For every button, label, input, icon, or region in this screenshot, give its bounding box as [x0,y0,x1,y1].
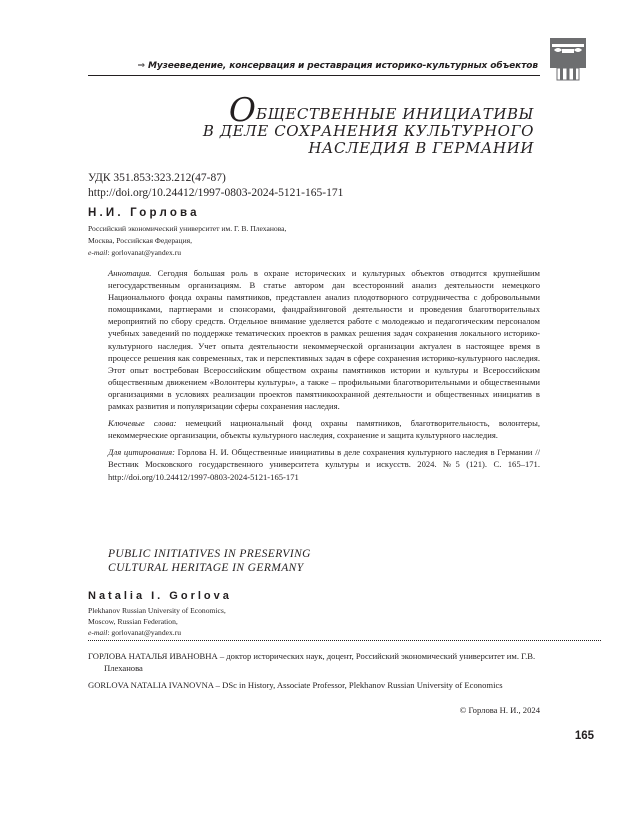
english-affiliation-line-2: Moscow, Russian Federation, [88,617,178,626]
title-dropcap: О [228,90,256,129]
english-affiliation-line-1: Plekhanov Russian University of Economics, [88,606,226,615]
english-author-name: Natalia I. Gorlova [88,590,232,602]
english-author-email [88,628,181,637]
keywords-text: немецкий национальный фонд охраны памятников, благотворительность, волонтеры, некоммерческие организации, объекты культурного наследия, сохранение и защита культурного наследия. [108,418,540,441]
author-bio-en [88,679,540,691]
english-email-label: e-mail [88,628,108,637]
copyright: © Горлова Н. И., 2024 [459,705,540,715]
english-email-value[interactable]: : gorlovanat@yandex.ru [107,628,182,637]
author-email [88,248,181,257]
arrow-icon: ⇒ [137,61,145,71]
running-header [138,61,538,71]
journal-logo-icon [548,38,588,82]
title-line-3: НАСЛЕДИЯ В ГЕРМАНИИ [308,139,534,157]
citation-label: Для цитирования: [108,447,175,458]
title-line-1: БЩЕСТВЕННЫЕ ИНИЦИАТИВЫ [255,105,534,123]
citation-text: Горлова Н. И. Общественные инициативы в деле сохранения культурного наследия в Германии // Вестник Московского государственного университета культуры и искусств. 2024. №5 (121). С. 165–171. http://doi.org/10.24412/1997-0803-2024-5121-165-171 [108,447,540,482]
affiliation-line-1: Российский экономический университет им. Г. В. Плеханова, [88,224,287,233]
bio-en-text: GORLOVA NATALIA IVANOVNA – DSc in History, Associate Professor, Plekhanov Russian University of Economics [88,680,503,690]
article-title [174,90,534,157]
abstract-label: Аннотация. [108,268,152,278]
section-title: Музееведение, консервация и реставрация историко-культурных объектов [147,61,538,71]
udk-code: УДК 351.853:323.212(47-87) [88,172,226,184]
email-value[interactable]: : gorlovanat@yandex.ru [107,248,182,257]
title-line-2: В ДЕЛЕ СОХРАНЕНИЯ КУЛЬТУРНОГО [202,122,534,140]
doi-link[interactable]: http://doi.org/10.24412/1997-0803-2024-5121-165-171 [88,187,344,199]
dotted-divider [88,640,601,641]
page-number: 165 [574,730,594,742]
header-rule [88,75,540,76]
email-label: e-mail [88,248,108,257]
citation [108,446,540,482]
abstract [108,267,540,412]
keywords [108,417,540,441]
english-title-line-2: CULTURAL HERITAGE IN GERMANY [108,562,304,574]
english-title [108,547,311,575]
bio-ru-text: ГОРЛОВА НАТАЛЬЯ ИВАНОВНА – доктор исторических наук, доцент, Российский экономический университет им. Г.В. Плеханова [88,651,536,674]
keywords-label: Ключевые слова: [108,418,177,429]
affiliation-line-2: Москва, Российская Федерация, [88,236,193,245]
abstract-block [108,267,540,483]
abstract-text: Сегодня большая роль в охране исторических и культурных объектов отводится крупнейшим негосударственным организациям. В статье автором дан всесторонний анализ деятельности немецкого Национального фонда охраны памятников, представлен анализ плодотворного сотрудничества с добровольными помощниками, партнерами и спонсорами, фандрайзинговой деятельности и проведения благотворительных мероприятий по сбору средств. Отдельное внимание уделяется работе с молодежью и педагогическим персоналом учебных заведений по поддержке тематических проектов в рамках решения задач сохранения локального историко-культурного наследия. Учет опыта деятельности некоммерческой организации актуален в настоящее время в процессе решения как современных, так и перспективных задач в сфере сохранения историко-культурного наследия. Этот опыт востребован Всероссийским обществом охраны памятников истории и культуры и Всероссийским общественным движением «Волонтеры культуры», а также – профильными благотворительными и общественными организациями в условиях реализации проектов памятникоохранной деятельности и общественных инициатив в рамках развития и популяризации сферы сохранения наследия. [108,268,540,412]
author-name: Н.И. Горлова [88,207,200,219]
author-bio-ru [88,650,540,674]
english-title-line-1: PUBLIC INITIATIVES IN PRESERVING [108,548,311,560]
